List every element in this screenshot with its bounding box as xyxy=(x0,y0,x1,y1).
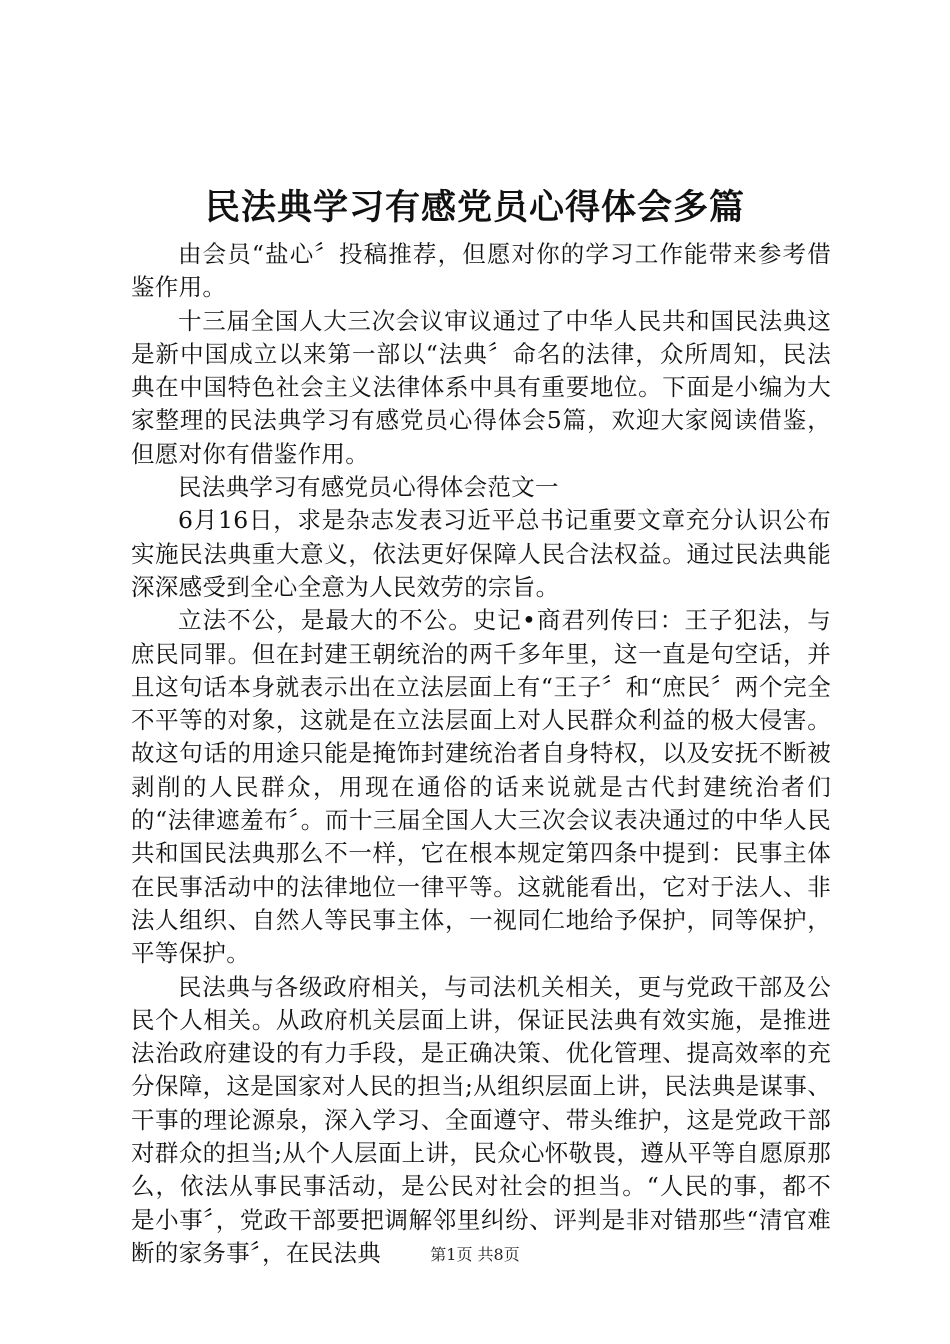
paragraph-body: 6月16日，求是杂志发表习近平总书记重要文章充分认识公布实施民法典重大意义，依法更好保障人民合法权益。通过民法典能深深感受到全心全意为人民效劳的宗旨。 xyxy=(131,506,831,601)
paragraph-summary: 十三届全国人大三次会议审议通过了中华人民共和国民法典这是新中国成立以来第一部以“法典〞命名的法律，众所周知，民法典在中国特色社会主义法律体系中具有重要地位。下面是小编为大家整理的民法典学习有感党员心得体会5篇，欢迎大家阅读借鉴，但愿对你有借鉴作用。 xyxy=(131,306,831,468)
section-heading: 民法典学习有感党员心得体会范文一 xyxy=(178,473,559,502)
paragraph-body: 立法不公，是最大的不公。史记•商君列传曰：王子犯法，与庶民同罪。但在封建王朝统治的两千多年里，这一直是句空话，并且这句话本身就表示出在立法层面上有“王子〞和“庶民〞两个完全不平等的对象，这就是在立法层面上对人民群众利益的极大侵害。故这句话的用途只能是掩饰封建统治者自身特权，以及安抚不断被剥削的人民群众，用现在通俗的话来说就是古代封建统治者们的“法律遮羞布〞。而十三届全国人大三次会议表决通过的中华人民共和国民法典那么不一样，它在根本规定第四条中提到：民事主体在民事活动中的法律地位一律平等。这就能看出，它对于法人、非法人组织、自然人等民事主体，一视同仁地给予保护，同等保护，平等保护。 xyxy=(131,606,831,968)
document-title: 民法典学习有感党员心得体会多篇 xyxy=(204,187,745,228)
paragraph-intro: 由会员“盐心〞投稿推荐，但愿对你的学习工作能带来参考借鉴作用。 xyxy=(131,240,831,302)
page-number-footer: 第1页 共8页 xyxy=(430,1245,520,1264)
paragraph-body: 民法典与各级政府相关，与司法机关相关，更与党政干部及公民个人相关。从政府机关层面上讲，保证民法典有效实施，是推进法治政府建设的有力手段，是正确决策、优化管理、提高效率的充分保障，这是国家对人民的担当;从组织层面上讲，民法典是谋事、干事的理论源泉，深入学习、全面遵守、带头维护，这是党政干部对群众的担当;从个人层面上讲，民众心怀敬畏，遵从平等自愿原那么，依法从事民事活动，是公民对社会的担当。“人民的事，都不是小事〞，党政干部要把调解邻里纠纷、评判是非对错那些“清官难断的家务事〞，在民法典 xyxy=(131,972,831,1267)
document-body xyxy=(131,238,831,1270)
